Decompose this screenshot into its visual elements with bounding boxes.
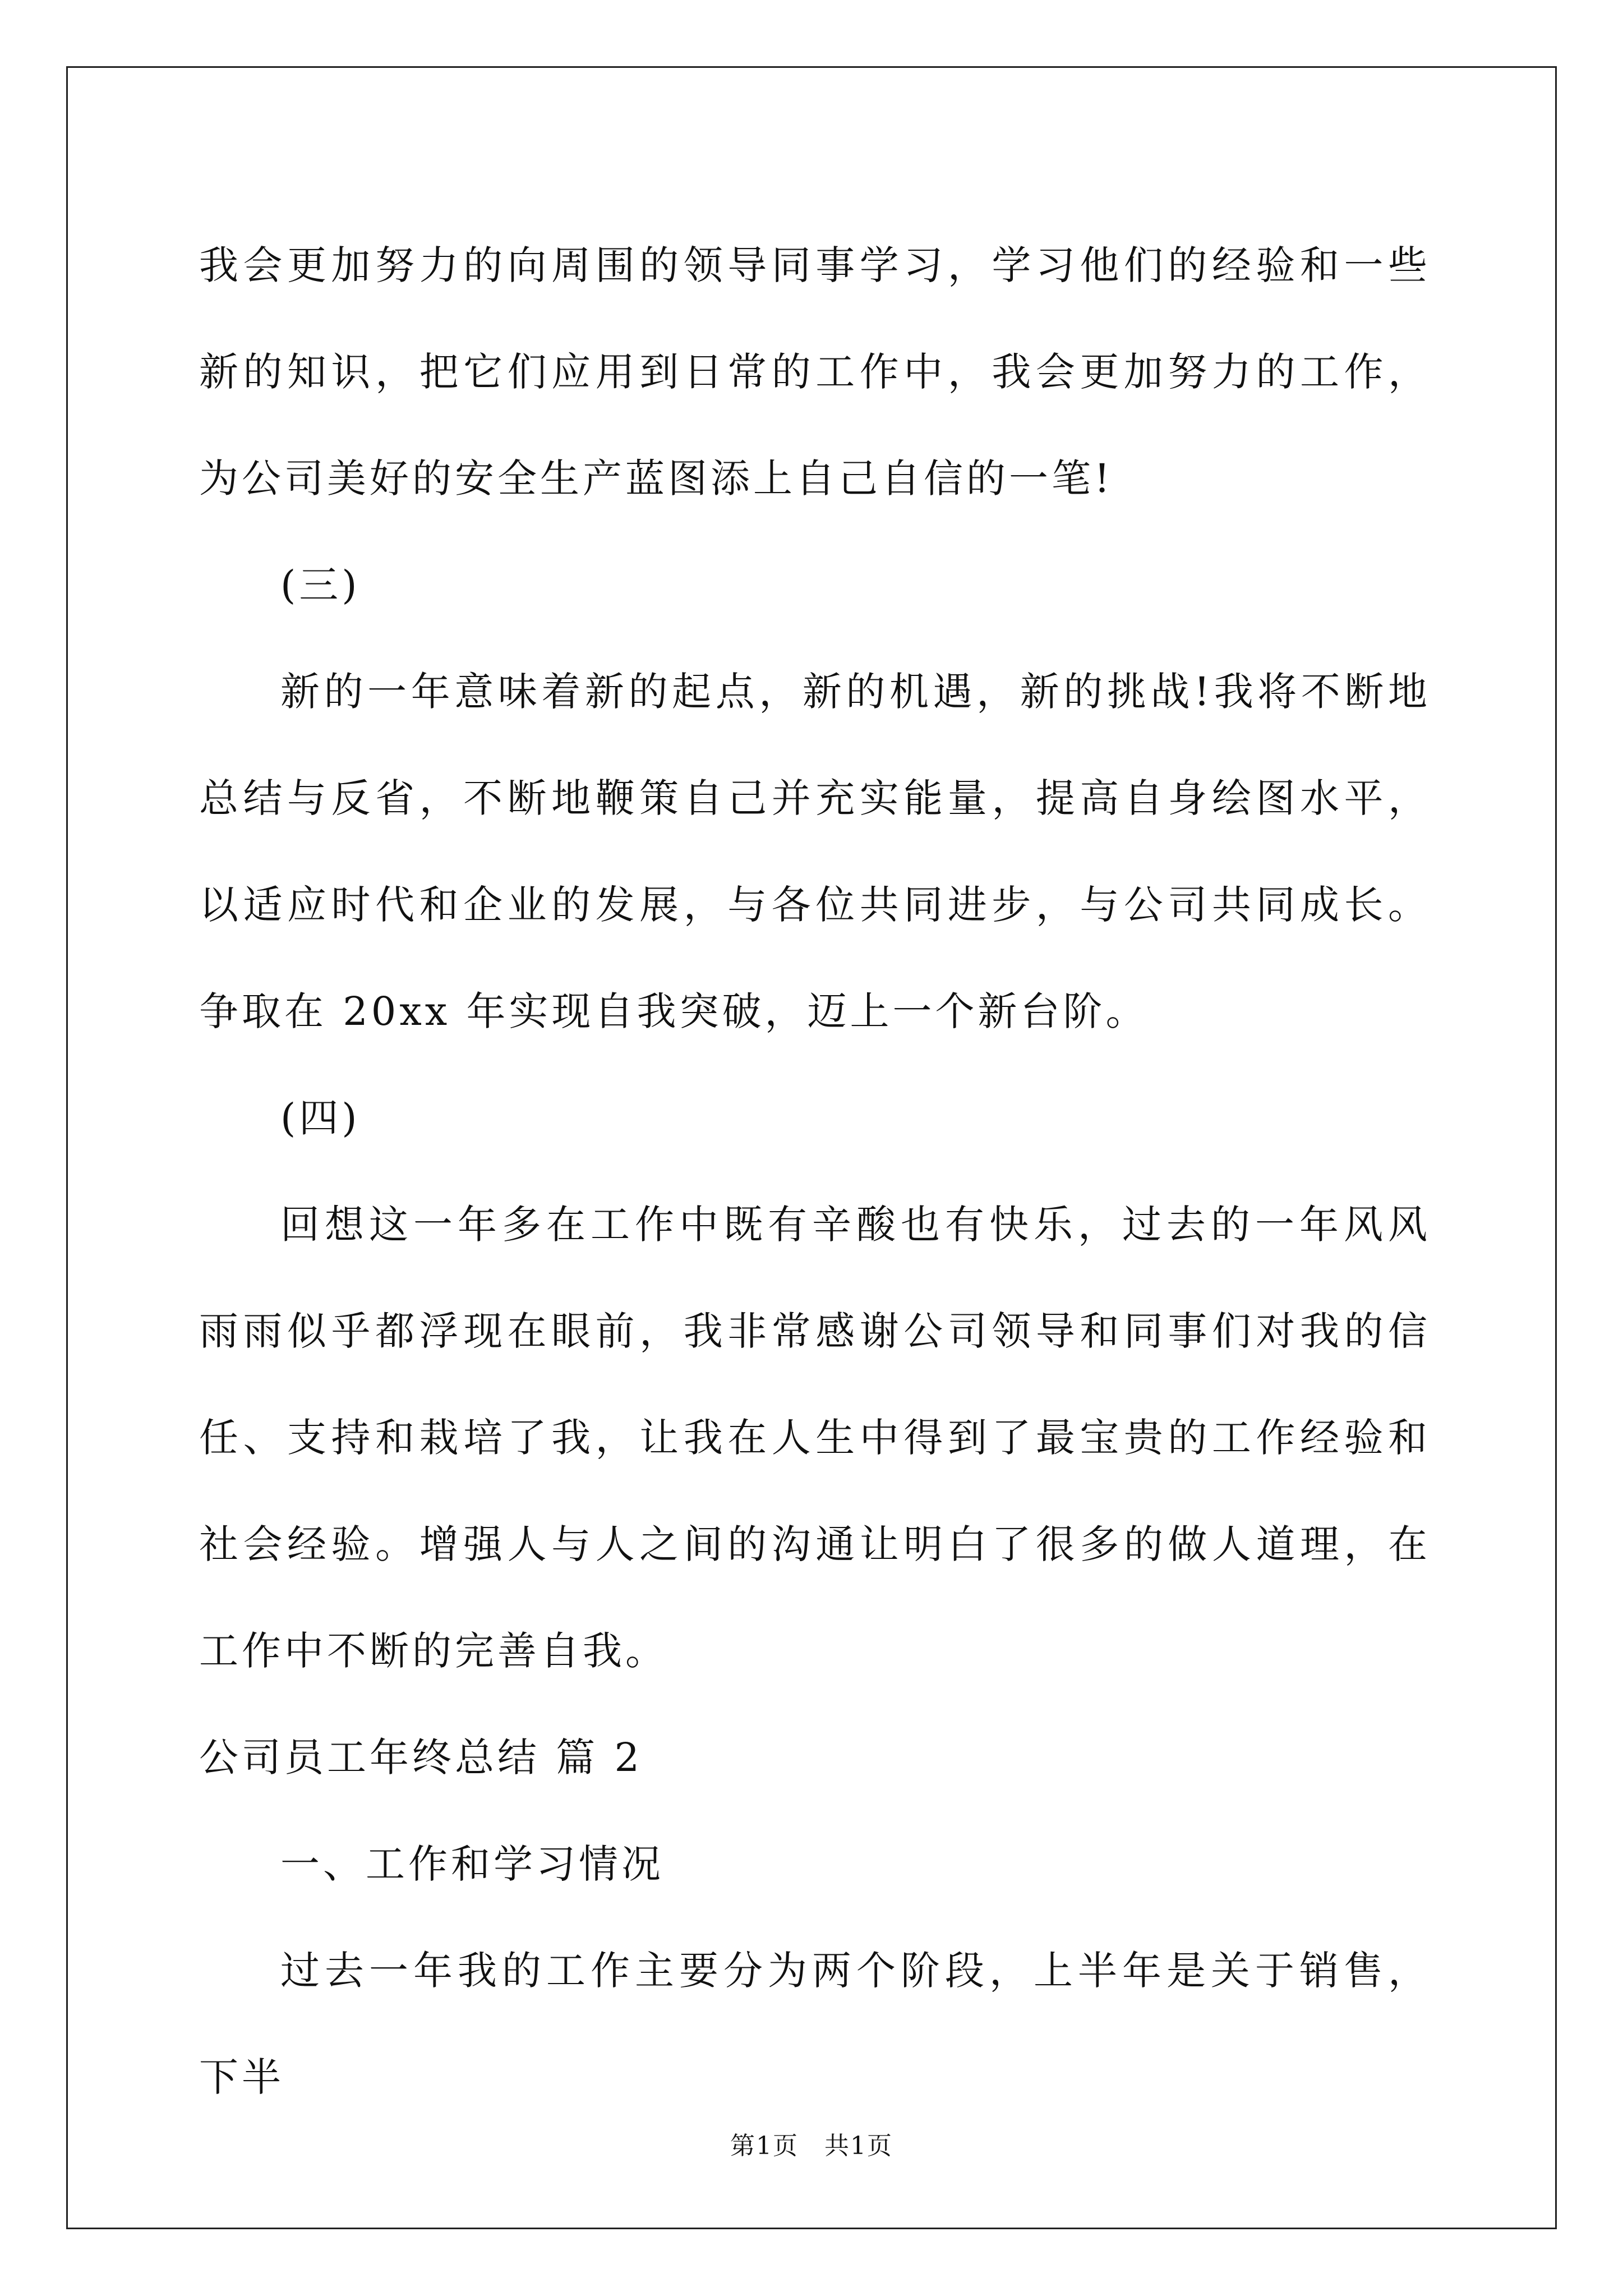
section-marker-four: (四) [280, 1095, 361, 1141]
paragraph-reflection: 回想这一年多在工作中既有辛酸也有快乐，过去的一年风风雨雨似乎都浮现在眼前，我非常感谢公司领导和同事们对我的信任、支持和栽培了我，让我在人生中得到了最宝贵的工作经验和社会经验。增强人与人之间的沟通让明白了很多的做人道理，在工作中不断的完善自我。 [199, 1202, 1431, 1674]
document-body [199, 212, 1431, 2131]
paragraph-work-summary: 过去一年我的工作主要分为两个阶段，上半年是关于销售，下半 [199, 1948, 1431, 2100]
section-heading-work-study: 一、工作和学习情况 [280, 1841, 664, 1887]
paragraph-new-year: 新的一年意味着新的起点，新的机遇，新的挑战!我将不断地总结与反省，不断地鞭策自己并充实能量，提高自身绘图水平，以适应时代和企业的发展，与各位共同进步，与公司共同成长。争取在 20xx 年实现自我突破，迈上一个新台阶。 [199, 669, 1431, 1034]
article-title: 公司员工年终总结 篇 2 [199, 1734, 643, 1780]
paragraph-continuation: 我会更加努力的向周围的领导同事学习，学习他们的经验和一些新的知识，把它们应用到日常的工作中，我会更加努力的工作，为公司美好的安全生产蓝图添上自己自信的一笔! [199, 242, 1431, 501]
page-footer: 第1页 共1页 [730, 2132, 893, 2160]
section-marker-three: (三) [280, 562, 361, 608]
